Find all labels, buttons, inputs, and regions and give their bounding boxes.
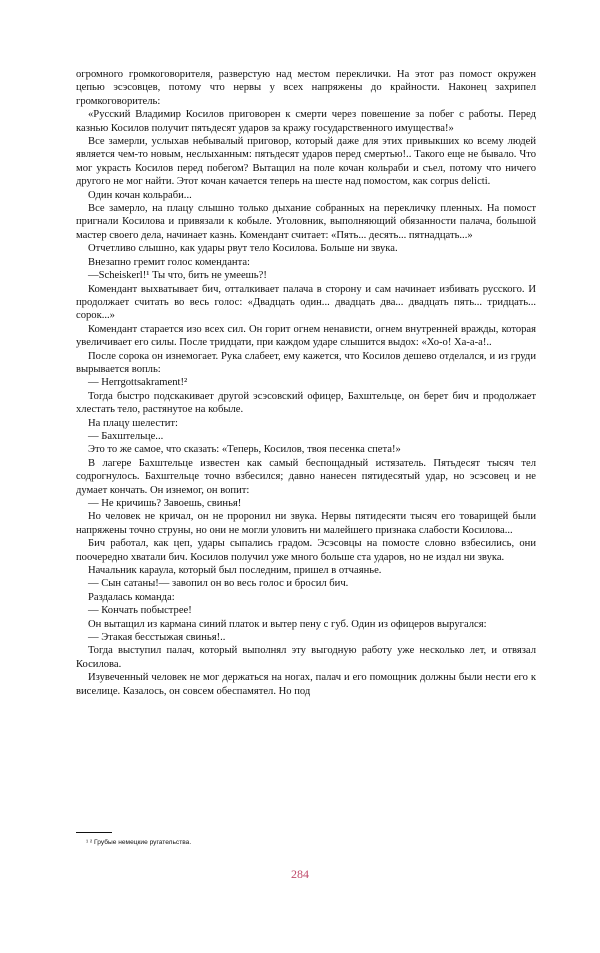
paragraph: — Не кричишь? Завоешь, свинья! [88,498,242,509]
paragraph: Это то же самое, что сказать: «Теперь, Косилов, твоя песенка спета!» [88,444,401,456]
paragraph: Изувеченный человек не мог держаться на ногах, палач и его помощник должны были нести его к виселице. Казалось, он совсем обеспамятел. Но под [76,672,536,697]
paragraph: — Herrgottsakrament!² [88,377,188,389]
paragraph: — Кончать побыстрее! [88,605,192,617]
paragraph: Тогда выступил палач, который выполнял эту выгодную работу уже несколько лет, и отвязал Косилова. [76,645,536,670]
paragraph: Тогда быстро подскакивает другой эсэсовский офицер, Бахштельце, он берет бич и продолжает хлестать тело, растянутое на кобыле. [76,390,536,416]
paragraph: «Русский Владимир Косилов приговорен к смерти через повешение за побег с работы. Перед казнью Косилов получит пятьдесят ударов за кражу государственного имущества!» [76,109,536,134]
paragraph: В лагере Бахштельце известен как самый беспощадный истязатель. Пятьдесят тысяч тел содрогнулось. Бахштельце точно взбесился; давно нанесен пятидесятый удар, но эсэсовец и не думает кончать. Он изнемог, он вопит: [76,457,536,496]
paragraph: Комендант старается изо всех сил. Он горит огнем ненависти, огнем внутренней вражды, которая увеличивает его силы. После тридцати, при каждом ударе слышится выдох: «Хо-о! Ха-а-а!.. [76,323,536,349]
paragraph: На плацу шелестит: [88,417,178,429]
paragraph: Бич работал, как цеп, удары сыпались градом. Эсэсовцы на помосте словно взбесились, они поочередно хватали бич. Косилов получил уже много больше ста ударов, но не издал ни звука. [76,538,536,563]
page-number: 284 [291,867,309,881]
footnote: ¹ ² Грубые немецкие ругательства. [86,839,192,846]
paragraph: Раздалась команда: [88,591,175,603]
paragraph: Внезапно гремит голос коменданта: [88,256,250,268]
paragraph: Он вытащил из кармана синий платок и вытер пену с губ. Один из офицеров выругался: [88,618,487,630]
paragraph: Один кочан кольраби... [88,189,192,201]
footnote-rule [76,832,112,833]
paragraph: — Сын сатаны!— завопил он во весь голос и бросил бич. [88,578,349,590]
paragraph: огромного громкоговорителя, разверстую над местом переклички. На этот раз помост окружен цепью эсэсовцев, потому что нервы у всех напряжены до крайности. Наконец захрипел громкоговоритель: [76,69,536,107]
paragraph: — Бахштельце... [88,430,164,442]
paragraph: Но человек не кричал, он не проронил ни звука. Нервы пятидесяти тысяч его товарищей были напряжены точно струны, но они не могли уловить ни малейшего признака слабости Косилова... [76,511,536,536]
body-text [76,68,536,698]
paragraph: Все замерло, на плацу слышно только дыхание собранных на перекличку пленных. На помост пригнали Косилова и привязали к кобыле. Уголовник, выполняющий обязанности палача, большой мастер своего дела, начинает казнь. Комендант считает: «Пять... десять... пятнадцать...» [76,203,536,241]
paragraph: Все замерли, услыхав небывалый приговор, который даже для этих привыкших ко всему людей является чем-то новым, неслыханным: пятьдесят ударов перед смертью!.. Такого еще не бывало. Что мог украсть Косилов перед побегом? Вытащил на поле кочан кольраби и съел, потому что ничего другого не мог найти. Этот кочан качается теперь на шесте над помостом, как corpus delicti. [76,136,536,188]
paragraph: Комендант выхватывает бич, отталкивает палача в сторону и сам начинает избивать русского. И продолжает считать во весь голос: «Двадцать один... двадцать два... двадцать пять... тридцать... сорок...» [76,283,536,322]
paragraph: Начальник караула, который был последним, пришел в отчаянье. [88,565,382,577]
paragraph: — Этакая бесстыжая свинья!.. [88,632,226,644]
paragraph: Отчетливо слышно, как удары рвут тело Косилова. Больше ни звука. [88,243,398,255]
paragraph: —Scheiskerl!¹ Ты что, бить не умеешь?! [88,270,267,282]
paragraph: После сорока он изнемогает. Рука слабеет, ему кажется, что Косилов дешево отделался, и из груди вырывается вопль: [76,350,536,375]
